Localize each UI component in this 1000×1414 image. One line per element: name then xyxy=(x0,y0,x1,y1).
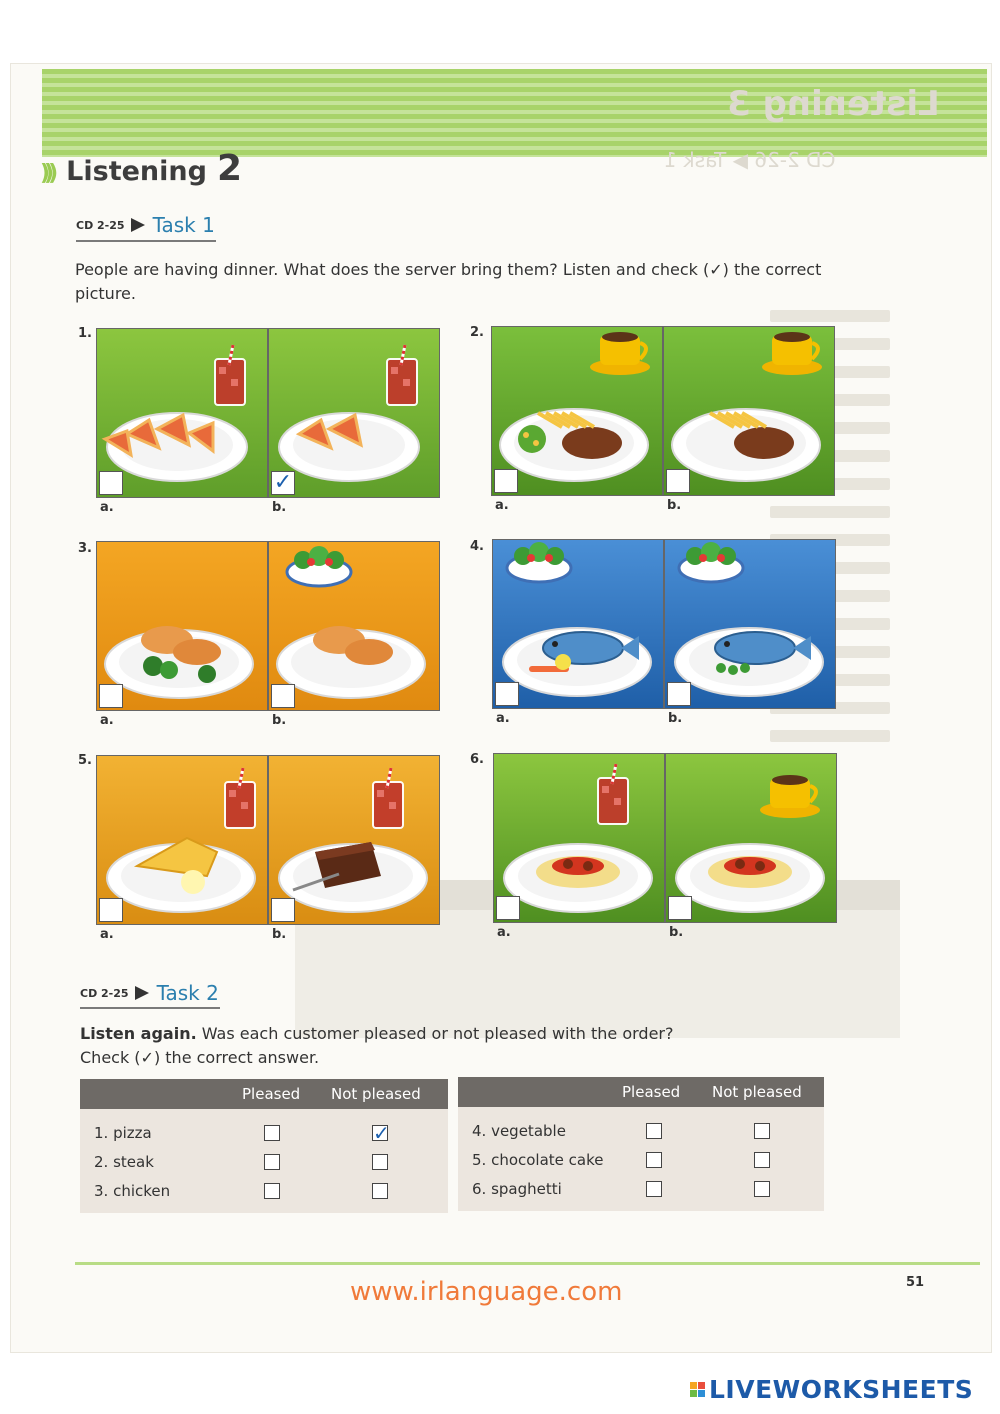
table-row xyxy=(458,1175,824,1203)
page-number: 51 xyxy=(906,1275,925,1290)
pleased-checkbox[interactable] xyxy=(264,1183,280,1199)
task1-rule xyxy=(76,240,216,242)
question-number: 4. xyxy=(470,539,484,554)
task2-rule xyxy=(80,1007,220,1009)
picture-6-a xyxy=(493,753,665,923)
answer-checkbox-1a[interactable] xyxy=(99,471,123,495)
pleased-checkbox[interactable] xyxy=(646,1181,662,1197)
row-label: 6. spaghetti xyxy=(472,1180,562,1198)
source-url[interactable]: www.irlanguage.com xyxy=(350,1277,623,1307)
table-row xyxy=(80,1148,448,1176)
table-row xyxy=(80,1177,448,1205)
option-label: a. xyxy=(496,711,510,726)
option-label: a. xyxy=(100,713,114,728)
answer-table-right xyxy=(458,1077,824,1211)
picture-3-a xyxy=(96,541,268,711)
task2-title: Task 2 xyxy=(156,981,219,1005)
pleased-checkbox[interactable] xyxy=(646,1152,662,1168)
table-row xyxy=(458,1117,824,1145)
not-pleased-checkbox[interactable] xyxy=(372,1183,388,1199)
picture-2-b xyxy=(663,326,835,496)
task2-instruction-bold: Listen again. xyxy=(80,1024,197,1043)
not-pleased-checkbox[interactable] xyxy=(754,1123,770,1139)
pleased-checkbox[interactable] xyxy=(264,1125,280,1141)
option-label: b. xyxy=(669,925,684,940)
answer-checkbox-5b[interactable] xyxy=(271,898,295,922)
picture-2-a xyxy=(491,326,663,496)
sound-waves-icon: ))) xyxy=(40,161,53,186)
option-label: b. xyxy=(272,927,287,942)
question-number: 3. xyxy=(78,541,92,556)
row-label: 2. steak xyxy=(94,1153,154,1171)
option-label: b. xyxy=(667,498,682,513)
not-pleased-checkbox[interactable] xyxy=(372,1154,388,1170)
col-pleased: Pleased xyxy=(622,1083,681,1101)
ghost-task: CD 2-26 ▶ Task 1 xyxy=(663,148,835,172)
option-label: a. xyxy=(100,927,114,942)
cd-label: CD 2-25 xyxy=(76,218,125,232)
task2-instruction-rest: Was each customer pleased or not pleased with the order? xyxy=(196,1024,674,1043)
picture-1-b xyxy=(268,328,440,498)
answer-checkbox-6a[interactable] xyxy=(496,896,520,920)
liveworksheets-brand[interactable] xyxy=(690,1375,973,1404)
option-label: a. xyxy=(100,500,114,515)
title-number: 2 xyxy=(216,148,243,189)
task2-header xyxy=(80,981,219,1005)
row-label: 1. pizza xyxy=(94,1124,152,1142)
task1-instruction: People are having dinner. What does the server bring them? Listen and check (✓) the correct picture. xyxy=(75,260,822,303)
picture-6-b xyxy=(665,753,837,923)
option-label: b. xyxy=(272,500,287,515)
answer-checkbox-3b[interactable] xyxy=(271,684,295,708)
question-number: 6. xyxy=(470,752,484,767)
answer-checkbox-5a[interactable] xyxy=(99,898,123,922)
option-label: a. xyxy=(497,925,511,940)
picture-4-a xyxy=(492,539,664,709)
footer-rule xyxy=(75,1262,980,1265)
title-text: Listening xyxy=(66,156,207,187)
answer-checkbox-2a[interactable] xyxy=(494,469,518,493)
pleased-checkbox[interactable] xyxy=(646,1123,662,1139)
answer-checkbox-1b[interactable]: ✓ xyxy=(271,471,295,495)
brand-text: LIVEWORKSHEETS xyxy=(709,1375,974,1404)
not-pleased-checkbox[interactable] xyxy=(754,1152,770,1168)
answer-checkbox-4a[interactable] xyxy=(495,682,519,706)
play-triangle-icon xyxy=(135,986,149,1000)
answer-checkbox-4b[interactable] xyxy=(667,682,691,706)
pleased-checkbox[interactable] xyxy=(264,1154,280,1170)
picture-5-a xyxy=(96,755,268,925)
liveworksheets-logo-icon xyxy=(690,1382,705,1397)
question-number: 1. xyxy=(78,326,92,341)
row-label: 4. vegetable xyxy=(472,1122,566,1140)
cd-label: CD 2-25 xyxy=(80,986,129,1000)
play-triangle-icon xyxy=(131,218,145,232)
answer-checkbox-6b[interactable] xyxy=(668,896,692,920)
col-not-pleased: Not pleased xyxy=(331,1085,421,1103)
picture-4-b xyxy=(664,539,836,709)
task1-header xyxy=(76,213,215,237)
ghost-title: Listening 3 xyxy=(727,84,940,124)
task1-title: Task 1 xyxy=(152,213,215,237)
question-number: 5. xyxy=(78,753,92,768)
table-row xyxy=(80,1119,448,1147)
col-pleased: Pleased xyxy=(242,1085,301,1103)
not-pleased-checkbox[interactable] xyxy=(754,1181,770,1197)
col-not-pleased: Not pleased xyxy=(712,1083,802,1101)
task2-instruction-line2: Check (✓) the correct answer. xyxy=(80,1048,320,1067)
section-title xyxy=(40,148,242,189)
picture-3-b xyxy=(268,541,440,711)
question-number: 2. xyxy=(470,325,484,340)
table-row xyxy=(458,1146,824,1174)
answer-table-left xyxy=(80,1079,448,1213)
option-label: b. xyxy=(668,711,683,726)
task2-instruction xyxy=(80,1022,780,1070)
picture-1-a xyxy=(96,328,268,498)
option-label: a. xyxy=(495,498,509,513)
answer-checkbox-2b[interactable] xyxy=(666,469,690,493)
table-header xyxy=(458,1077,824,1107)
table-header xyxy=(80,1079,448,1109)
not-pleased-checkbox[interactable]: ✓ xyxy=(373,1121,390,1145)
option-label: b. xyxy=(272,713,287,728)
row-label: 5. chocolate cake xyxy=(472,1151,604,1169)
answer-checkbox-3a[interactable] xyxy=(99,684,123,708)
picture-5-b xyxy=(268,755,440,925)
row-label: 3. chicken xyxy=(94,1182,171,1200)
